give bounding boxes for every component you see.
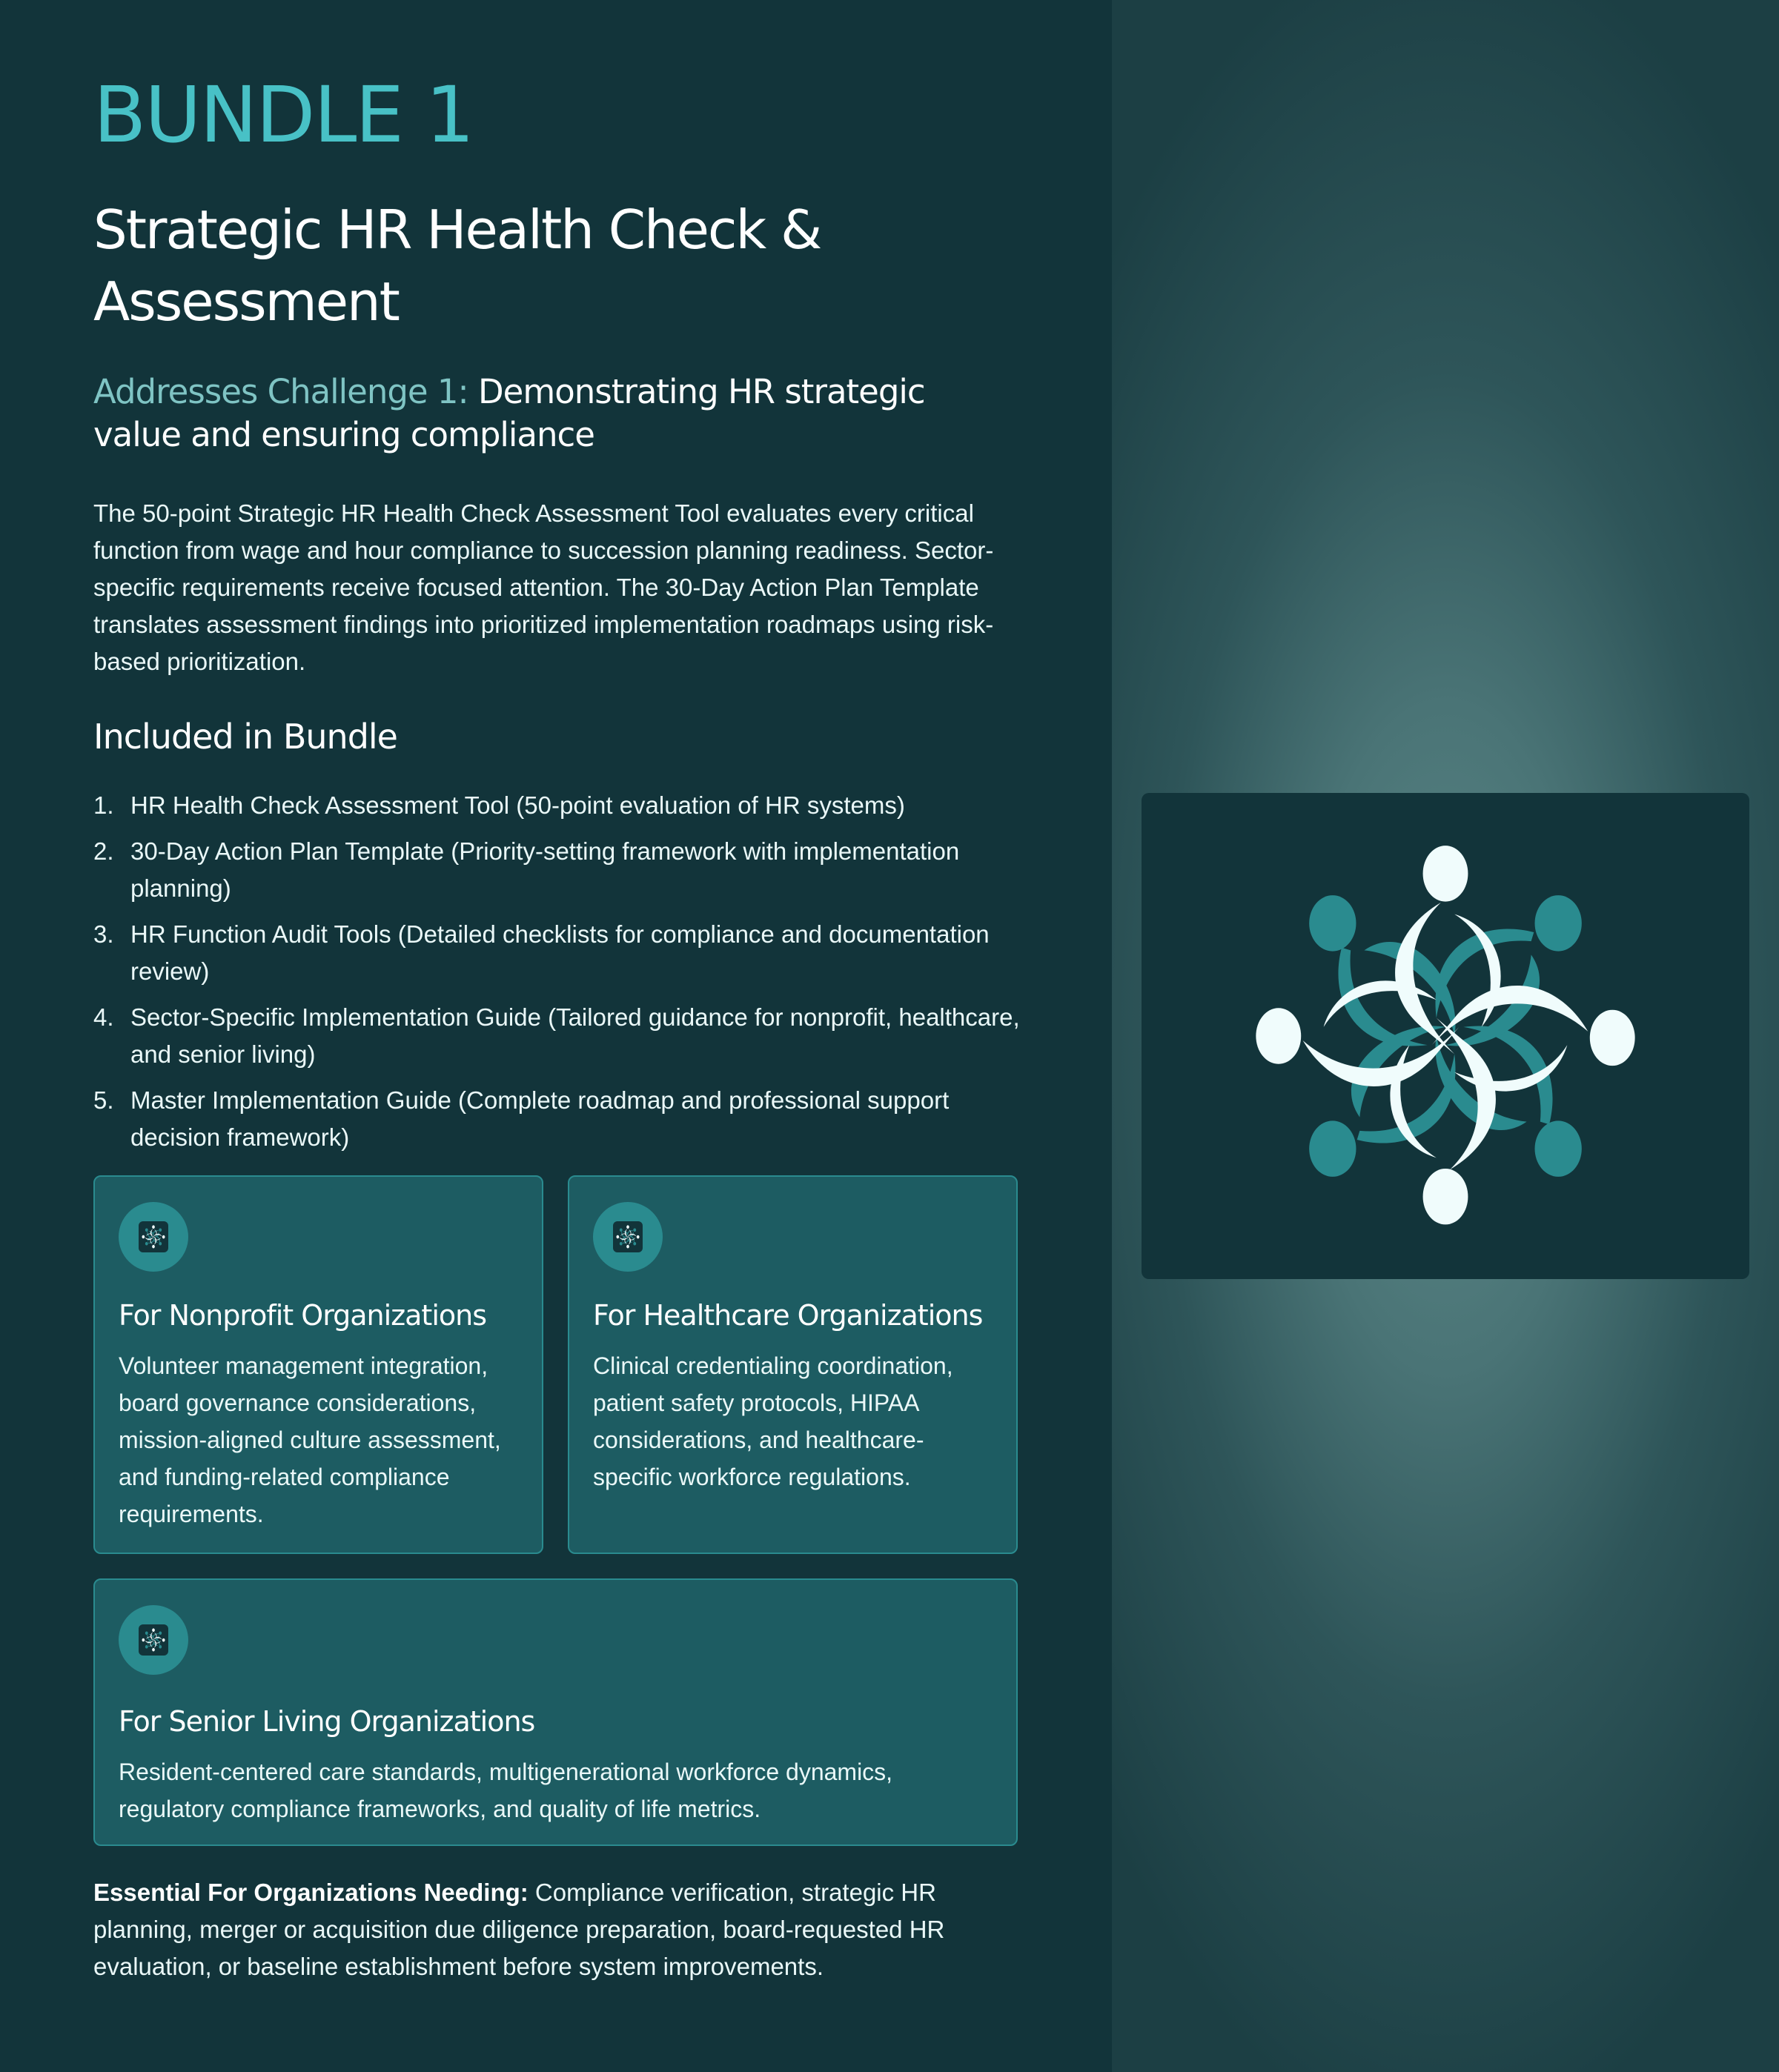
icon-badge — [119, 1202, 188, 1272]
card-text: Resident-centered care standards, multigenerational workforce dynamics, regulatory compliance frameworks, and quality of life metrics. — [119, 1759, 893, 1822]
included-list — [93, 787, 1020, 1156]
essential-label: Essential For Organizations Needing: — [93, 1879, 529, 1906]
list-item — [93, 1082, 1020, 1156]
card-title: For Healthcare Organizations — [593, 1299, 983, 1332]
people-circle-logo-icon — [139, 1221, 168, 1252]
icon-badge — [593, 1202, 663, 1272]
list-number: 5. — [93, 1086, 114, 1114]
page-title: Strategic HR Health Check & Assessment — [93, 199, 821, 333]
card-text: Volunteer management integration, board governance considerations, mission-aligned culture assessment, and funding-related compliance requirements. — [119, 1352, 501, 1527]
list-item — [93, 999, 1020, 1073]
bundle-description: The 50-point Strategic HR Health Check Assessment Tool evaluates every critical function from wage and hour compliance to succession planning readiness. Sector-specific requirements receive focused attention. The 30-Day Action Plan Template translates assessment findings into prioritized implementation roadmaps using risk-based prioritization. — [93, 499, 994, 675]
people-circle-logo-icon — [139, 1624, 168, 1656]
image-panel — [1112, 0, 1779, 2072]
logo-image-card — [1142, 793, 1749, 1279]
list-number: 4. — [93, 1003, 114, 1031]
list-item — [93, 916, 1020, 990]
included-heading: Included in Bundle — [93, 717, 397, 757]
icon-badge — [119, 1605, 188, 1675]
list-text: Master Implementation Guide (Complete roadmap and professional support decision framework) — [130, 1086, 950, 1151]
challenge-statement — [93, 371, 1018, 456]
people-circle-logo-icon — [613, 1221, 643, 1252]
card-healthcare — [568, 1175, 1018, 1554]
people-circle-logo-icon — [1238, 829, 1653, 1243]
list-text: HR Health Check Assessment Tool (50-point evaluation of HR systems) — [130, 791, 905, 819]
list-item — [93, 787, 1020, 824]
list-item — [93, 833, 1020, 907]
sector-cards-row — [93, 1175, 1018, 1554]
list-text: HR Function Audit Tools (Detailed checklists for compliance and documentation review) — [130, 920, 990, 985]
card-title: For Senior Living Organizations — [119, 1705, 535, 1738]
list-number: 3. — [93, 920, 114, 948]
essential-text: Compliance verification, strategic HR planning, merger or acquisition due diligence preparation, board-requested HR evaluation, or baseline establishment before system improvements. — [93, 1879, 945, 1980]
card-text: Clinical credentialing coordination, patient safety protocols, HIPAA considerations, and healthcare-specific workforce regulations. — [593, 1352, 953, 1490]
card-nonprofit — [93, 1175, 543, 1554]
bundle-label: BUNDLE 1 — [93, 70, 474, 160]
card-senior-living — [93, 1578, 1018, 1846]
list-text: 30-Day Action Plan Template (Priority-setting framework with implementation planning) — [130, 837, 960, 902]
list-text: Sector-Specific Implementation Guide (Tailored guidance for nonprofit, healthcare, and senior living) — [130, 1003, 1020, 1068]
card-title: For Nonprofit Organizations — [119, 1299, 487, 1332]
essential-statement — [93, 1874, 1020, 1985]
list-number: 1. — [93, 791, 114, 819]
challenge-label: Addresses Challenge 1: — [93, 372, 468, 411]
list-number: 2. — [93, 837, 114, 865]
challenge-text: Demonstrating HR strategic value and ensuring compliance — [93, 372, 925, 454]
